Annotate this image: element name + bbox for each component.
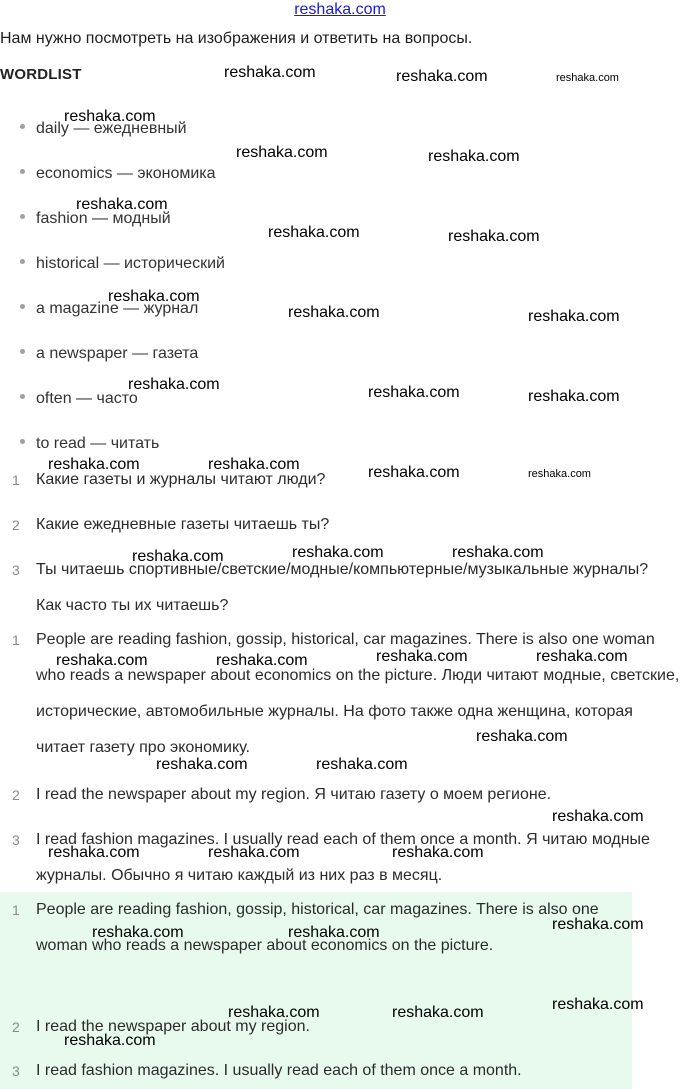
watermark: reshaka.com bbox=[368, 384, 460, 401]
watermark: reshaka.com bbox=[376, 648, 468, 665]
site-link[interactable]: reshaka.com bbox=[294, 1, 386, 18]
watermark: reshaka.com bbox=[64, 1032, 156, 1049]
answer-text: People are reading fashion, gossip, historical, car magazines. There is also one woman who reads a newspaper about economics on the picture. bbox=[36, 901, 599, 954]
answer-text: People are reading fashion, gossip, historical, car magazines. There is also one woman who reads a newspaper about economics on the picture. Люди читают модные, светские, исторические, автомобильные журналы. На фото также одна женщина, которая читает газету про экономику. bbox=[36, 631, 680, 756]
watermark: reshaka.com bbox=[428, 148, 520, 165]
watermark: reshaka.com bbox=[528, 388, 620, 405]
item-number: 3 bbox=[12, 832, 20, 848]
watermark: reshaka.com bbox=[128, 376, 220, 393]
watermark: reshaka.com bbox=[156, 756, 248, 773]
bullet-icon bbox=[20, 349, 25, 354]
watermark: reshaka.com bbox=[208, 844, 300, 861]
watermark: reshaka.com bbox=[288, 924, 380, 941]
question-text: Какие газеты и журналы читают люди? bbox=[36, 471, 326, 488]
watermark: reshaka.com bbox=[528, 308, 620, 325]
answer-text: I read the newspaper about my region. Я читаю газету о моем регионе. bbox=[36, 786, 552, 803]
question-text: Ты читаешь спортивные/светские/модные/компьютерные/музыкальные журналы? Как часто ты их читаешь? bbox=[36, 561, 649, 614]
answer-text: I read fashion magazines. I usually read each of them once a month. Я читаю модные журналы. Обычно я читаю каждый из них раз в месяц. bbox=[36, 831, 650, 884]
item-number: 1 bbox=[12, 902, 20, 918]
bullet-icon bbox=[20, 214, 25, 219]
item-number: 2 bbox=[12, 787, 20, 803]
watermark: reshaka.com bbox=[216, 652, 308, 669]
watermark: reshaka.com bbox=[536, 648, 628, 665]
watermark: reshaka.com bbox=[56, 652, 148, 669]
wordlist-item: historical — исторический bbox=[20, 255, 225, 279]
answer-item bbox=[12, 622, 680, 766]
bullet-icon bbox=[20, 304, 25, 309]
wordlist-item: economics — экономика bbox=[20, 165, 216, 189]
bullet-icon bbox=[20, 394, 25, 399]
watermark: reshaka.com bbox=[528, 468, 591, 480]
wordlist-item: a newspaper — газета bbox=[20, 345, 198, 369]
watermark: reshaka.com bbox=[552, 996, 644, 1013]
watermark: reshaka.com bbox=[224, 64, 316, 81]
bullet-icon bbox=[20, 124, 25, 129]
item-number: 2 bbox=[12, 1019, 20, 1035]
watermark: reshaka.com bbox=[448, 228, 540, 245]
question-item bbox=[12, 552, 662, 624]
watermark: reshaka.com bbox=[76, 196, 168, 213]
watermark: reshaka.com bbox=[64, 108, 156, 125]
wordlist-title: WORDLIST bbox=[0, 66, 82, 83]
watermark: reshaka.com bbox=[556, 72, 619, 84]
watermark: reshaka.com bbox=[476, 728, 568, 745]
watermark: reshaka.com bbox=[392, 844, 484, 861]
item-number: 2 bbox=[12, 517, 20, 533]
watermark: reshaka.com bbox=[236, 144, 328, 161]
watermark: reshaka.com bbox=[392, 1004, 484, 1021]
watermark: reshaka.com bbox=[228, 1004, 320, 1021]
wordlist-item: often — часто bbox=[20, 390, 138, 414]
watermark: reshaka.com bbox=[288, 304, 380, 321]
wordlist-item: daily — ежедневный bbox=[20, 120, 187, 144]
watermark: reshaka.com bbox=[132, 548, 224, 565]
watermark: reshaka.com bbox=[208, 456, 300, 473]
item-number: 3 bbox=[12, 562, 20, 578]
wordlist-item: a magazine — журнал bbox=[20, 300, 198, 324]
highlighted-answer-item bbox=[12, 1053, 622, 1089]
item-number: 1 bbox=[12, 632, 20, 648]
watermark: reshaka.com bbox=[396, 68, 488, 85]
item-number: 1 bbox=[12, 472, 20, 488]
intro-text: Нам нужно посмотреть на изображения и ответить на вопросы. bbox=[0, 30, 473, 47]
answer-text: I read fashion magazines. I usually read each of them once a month. bbox=[36, 1062, 522, 1079]
wordlist-item: to read — читать bbox=[20, 435, 159, 459]
watermark: reshaka.com bbox=[452, 544, 544, 561]
watermark: reshaka.com bbox=[368, 464, 460, 481]
bullet-icon bbox=[20, 439, 25, 444]
watermark: reshaka.com bbox=[316, 756, 408, 773]
question-text: Какие ежедневные газеты читаешь ты? bbox=[36, 516, 330, 533]
item-number: 3 bbox=[12, 1063, 20, 1079]
watermark: reshaka.com bbox=[92, 924, 184, 941]
watermark: reshaka.com bbox=[268, 224, 360, 241]
bullet-icon bbox=[20, 169, 25, 174]
question-item bbox=[12, 507, 680, 543]
watermark: reshaka.com bbox=[552, 916, 644, 933]
watermark: reshaka.com bbox=[292, 544, 384, 561]
watermark: reshaka.com bbox=[48, 844, 140, 861]
watermark: reshaka.com bbox=[552, 808, 644, 825]
watermark: reshaka.com bbox=[48, 456, 140, 473]
bullet-icon bbox=[20, 259, 25, 264]
answer-text: I read the newspaper about my region. bbox=[36, 1018, 310, 1035]
wordlist-item: fashion — модный bbox=[20, 210, 171, 234]
watermark: reshaka.com bbox=[108, 288, 200, 305]
